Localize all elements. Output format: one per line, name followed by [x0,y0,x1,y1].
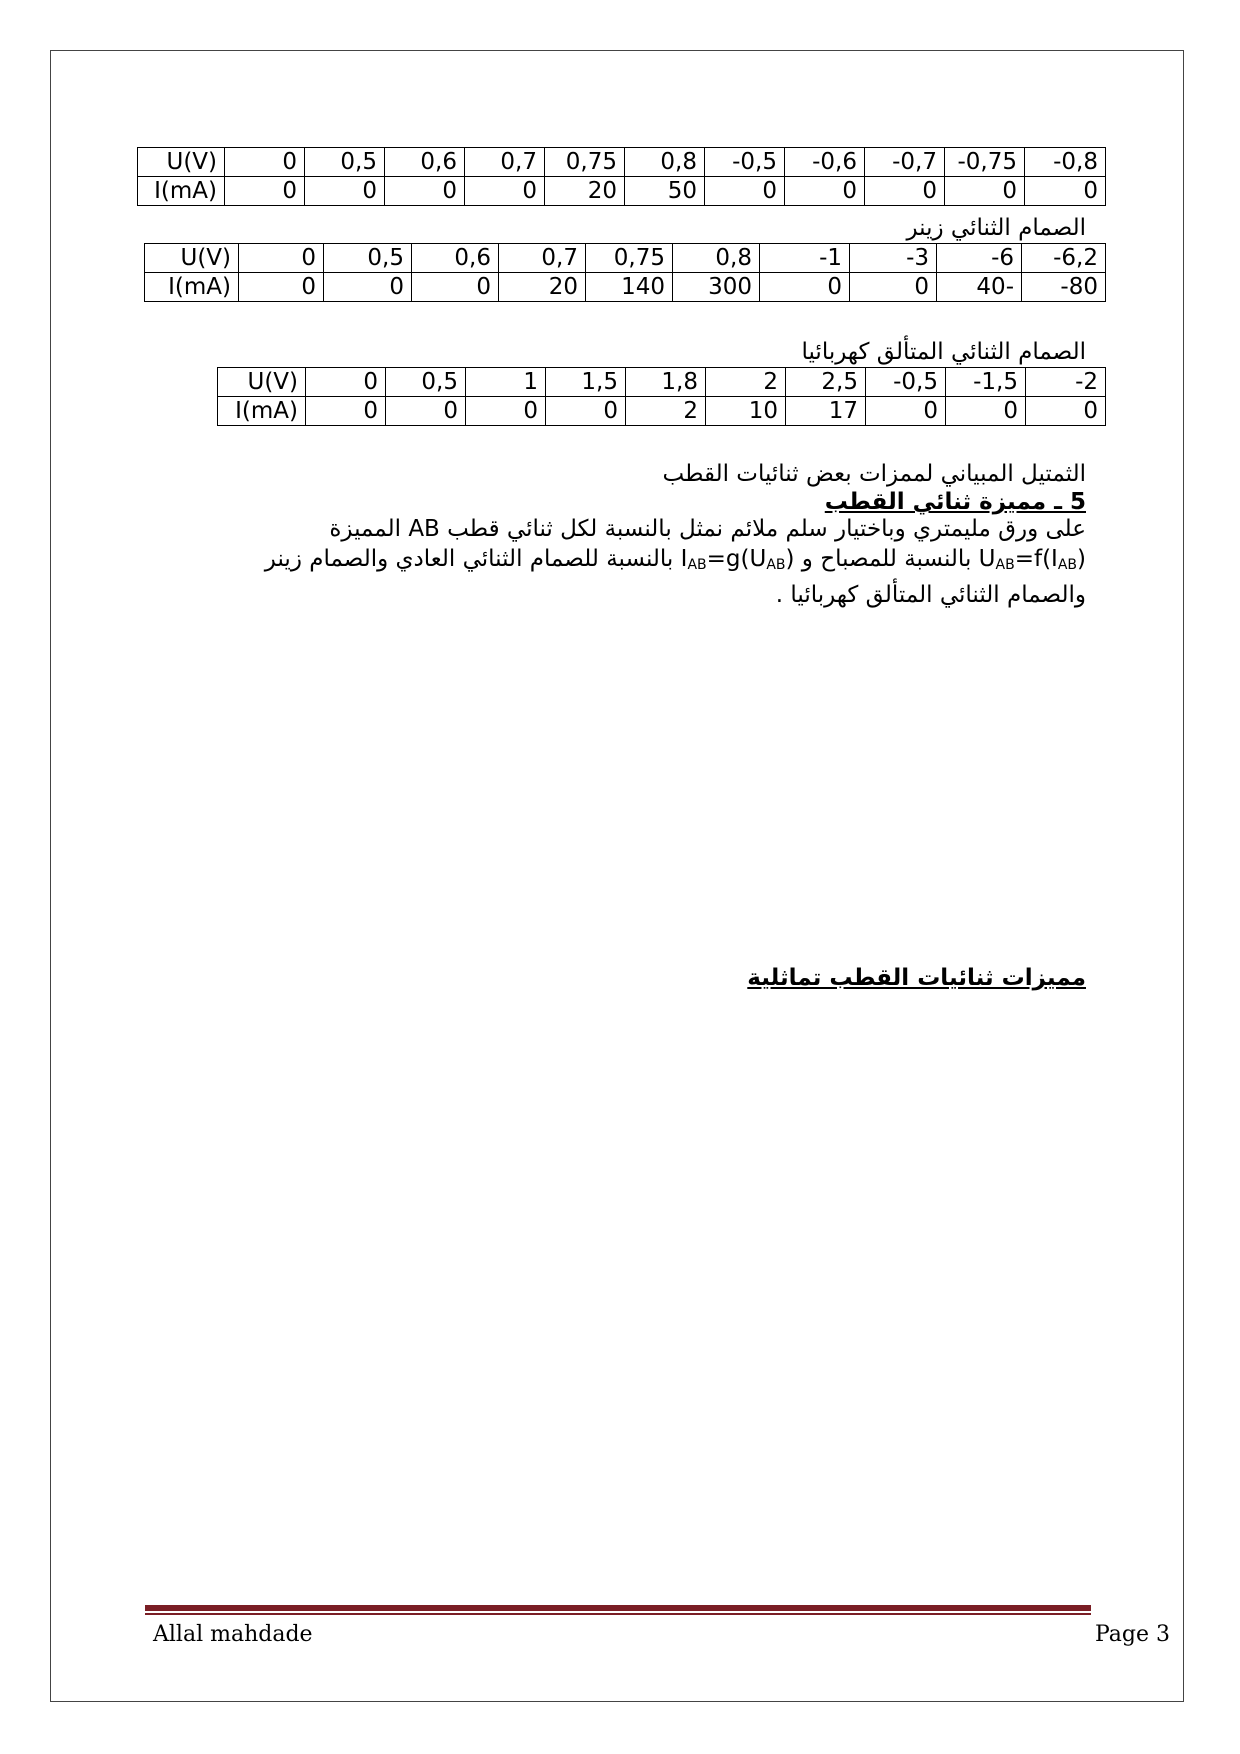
table-cell: 40- [937,273,1022,302]
table-cell: -6 [937,244,1022,273]
table-cell: 0 [760,273,850,302]
table-cell: 1,5 [546,368,626,397]
table-cell: 50 [625,177,705,206]
table-row [218,397,1106,426]
table-cell: 0 [466,397,546,426]
table-cell: 0 [865,177,945,206]
table-cell: 0 [239,273,324,302]
table-cell: 0,75 [586,244,673,273]
table-cell: 0 [386,397,466,426]
row-header-cell: I(mA) [138,177,225,206]
table-cell: 0,75 [545,148,625,177]
footer-rule-thin [145,1613,1091,1615]
table-cell: 1 [466,368,546,397]
row-header-cell: I(mA) [145,273,239,302]
table-cell: -80 [1022,273,1106,302]
zener-caption: الصمام الثنائي زينر [906,215,1086,241]
table-cell: -0,5 [705,148,785,177]
diode-table [137,147,1106,206]
paragraph-line-1: على ورق مليمتري وباختيار سلم ملائم نمثل بالنسبة لكل ثنائي قطب AB المميزة [329,516,1086,542]
table-row [138,177,1106,206]
table-cell: 20 [545,177,625,206]
symmetric-heading: مميزات ثنائيات القطب تماثلية [747,965,1086,991]
table-cell: 0 [945,177,1025,206]
table-cell: -0,7 [865,148,945,177]
table-cell: 2 [706,368,786,397]
table-cell: -3 [850,244,937,273]
table-cell: -0,75 [945,148,1025,177]
table-row [145,244,1106,273]
table-cell: 0 [412,273,499,302]
table-cell: 0 [1026,397,1106,426]
paragraph-line-3: والصمام الثنائي المتألق كهربائيا . [775,582,1086,608]
table-cell: 0 [785,177,865,206]
table-cell: -6,2 [1022,244,1106,273]
table-cell: 0 [385,177,465,206]
table-cell: 0,5 [324,244,412,273]
formula-g: $I_{AB}=g(U_{AB})$ [680,546,795,573]
table-cell: 17 [786,397,866,426]
table-cell: 0 [705,177,785,206]
table-cell: -1 [760,244,850,273]
footer-author: Allal mahdade [153,1622,313,1647]
footer-rule [145,1605,1091,1611]
row-header-cell: U(V) [138,148,225,177]
row-header-cell: I(mA) [218,397,306,426]
table-cell: 0,5 [305,148,385,177]
section-5-paragraph [156,514,1086,610]
table-cell: 0 [946,397,1026,426]
table-cell: 1,8 [626,368,706,397]
table-cell: 0 [305,177,385,206]
table-cell: 0 [546,397,626,426]
table-cell: 0 [306,397,386,426]
led-table [217,367,1106,426]
table-row [138,148,1106,177]
table-cell: 0 [225,177,305,206]
footer-page-number: Page 3 [1094,1622,1170,1647]
table-row [145,273,1106,302]
table-cell: 0 [239,244,324,273]
table-cell: -0,6 [785,148,865,177]
table-cell: 0,5 [386,368,466,397]
led-caption: الصمام الثنائي المتألق كهربائيا [801,339,1086,365]
table-cell: -0,8 [1025,148,1106,177]
table-cell: 0,6 [385,148,465,177]
table-cell: 300 [673,273,760,302]
table-cell: 0,6 [412,244,499,273]
table-cell: 2 [626,397,706,426]
table-cell: 0,7 [499,244,586,273]
table-cell: -2 [1026,368,1106,397]
table-cell: 0 [465,177,545,206]
table-cell: 20 [499,273,586,302]
table-cell: 0,8 [625,148,705,177]
table-cell: 0 [306,368,386,397]
table-cell: 0 [866,397,946,426]
table-cell: 10 [706,397,786,426]
table-cell: -0,5 [866,368,946,397]
row-header-cell: U(V) [218,368,306,397]
table-cell: 140 [586,273,673,302]
table-cell: -1,5 [946,368,1026,397]
formula-f: $U_{AB}=f(I_{AB})$ [978,546,1086,573]
row-header-cell: U(V) [145,244,239,273]
graph-caption: الثمتيل المبياني لممزات بعض ثنائيات القطب [662,461,1086,487]
table-cell: 0 [1025,177,1106,206]
paragraph-line-2: $U_{AB}=f(I_{AB})$ بالنسبة للمصباح و $I_{AB}=g(U_{AB})$ بالنسبة للصمام الثنائي العادي والصمام زينر [264,546,1086,573]
table-cell: 0,8 [673,244,760,273]
table-cell: 2,5 [786,368,866,397]
table-cell: 0 [225,148,305,177]
table-cell: 0,7 [465,148,545,177]
table-cell: 0 [850,273,937,302]
table-row [218,368,1106,397]
zener-table [144,243,1106,302]
table-cell: 0 [324,273,412,302]
section-5-heading: 5 ـ مميزة ثنائي القطب [824,489,1086,515]
